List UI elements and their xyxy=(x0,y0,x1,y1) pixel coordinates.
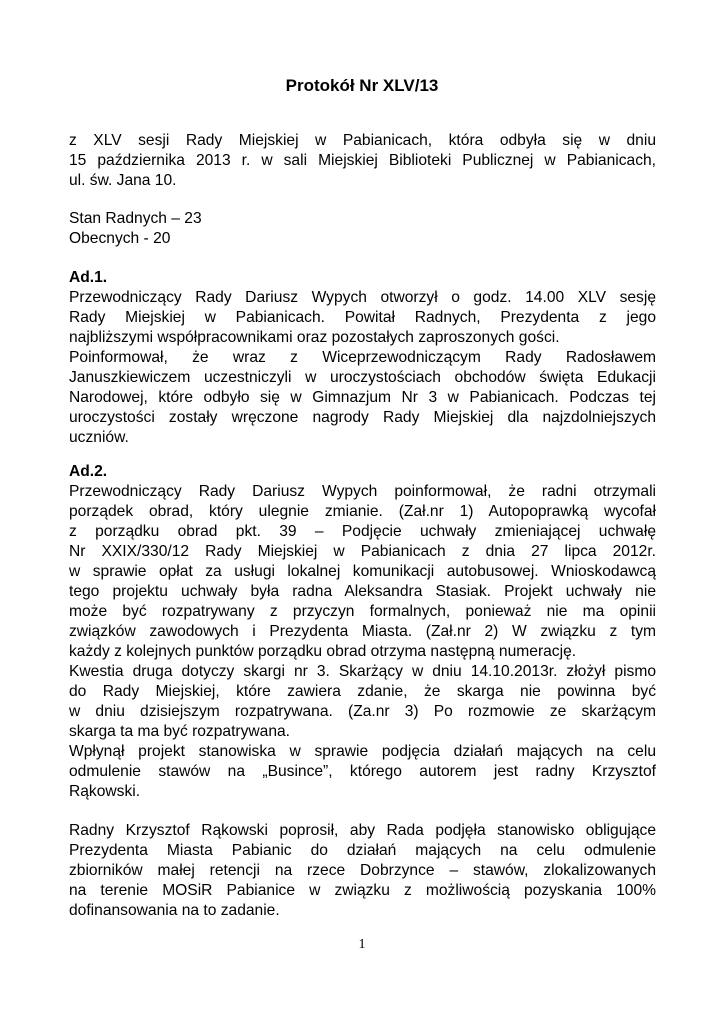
section-line: związków zawodowych i Prezydenta Miasta. (Zał.nr 2) W związku z tym xyxy=(69,623,656,640)
section-line: do Rady Miejskiej, które zawiera zdanie, że skarga nie powinna być xyxy=(69,683,656,700)
paragraph-line: Radny Krzysztof Rąkowski poprosił, aby Rada podjęła stanowisko obligujące xyxy=(69,822,656,839)
section-heading: Ad.2. xyxy=(69,463,108,480)
stat-line: Stan Radnych – 23 xyxy=(69,210,202,227)
document-title: Protokół Nr XLV/13 xyxy=(285,76,439,95)
section-line: Januszkiewiczem uczestniczyli w uroczystościach obchodów święta Edukacji xyxy=(69,369,656,386)
paragraph-line: zbiorników małej retencji na rzece Dobrzynce – stawów, zlokalizowanych xyxy=(69,862,656,879)
section-line: Rąkowski. xyxy=(69,783,141,800)
section-line: w sprawie opłat za usługi lokalnej komunikacji autobusowej. Wnioskodawcą xyxy=(69,563,656,580)
section-line: każdy z kolejnych punktów porządku obrad otrzyma następną numerację. xyxy=(69,643,577,660)
section-line: Przewodniczący Rady Dariusz Wypych poinformował, że radni otrzymali xyxy=(69,483,656,500)
section-line: z porządku obrad pkt. 39 – Podjęcie uchwały zmieniającej uchwałę xyxy=(69,523,656,540)
section-line: tego projektu uchwały była radna Aleksandra Stasiak. Projekt uchwały nie xyxy=(69,583,656,600)
page-number: 1 xyxy=(358,937,366,952)
section-line: uczniów. xyxy=(69,429,129,446)
intro-line: z XLV sesji Rady Miejskiej w Pabianicach, która odbyła się w dniu xyxy=(69,132,656,149)
section-line: Kwestia druga dotyczy skargi nr 3. Skarżący w dniu 14.10.2013r. złożył pismo xyxy=(69,663,656,680)
section-line: Nr XXIX/330/12 Rady Miejskiej w Pabianicach z dnia 27 lipca 2012r. xyxy=(69,543,656,560)
section-line: Poinformował, że wraz z Wiceprzewodniczącym Rady Radosławem xyxy=(69,349,656,366)
section-line: uroczystości zostały wręczone nagrody Rady Miejskiej dla najzdolniejszych xyxy=(69,409,656,426)
section-line: może być rozpatrywany z przyczyn formalnych, ponieważ nie ma opinii xyxy=(69,603,656,620)
intro-line: 15 października 2013 r. w sali Miejskiej Biblioteki Publicznej w Pabianicach, xyxy=(69,152,656,169)
section-heading: Ad.1. xyxy=(69,269,108,286)
section-line: Narodowej, które odbyło się w Gimnazjum Nr 3 w Pabianicach. Podczas tej xyxy=(69,389,656,406)
section-line: Przewodniczący Rady Dariusz Wypych otworzył o godz. 14.00 XLV sesję xyxy=(69,289,656,306)
section-line: porządek obrad, który ulegnie zmianie. (Zał.nr 1) Autopoprawką wycofał xyxy=(69,503,656,520)
paragraph-line: dofinansowania na to zadanie. xyxy=(69,902,280,919)
section-line: Wpłynął projekt stanowiska w sprawie podjęcia działań mających na celu xyxy=(69,743,656,760)
section-line: najbliższymi współpracownikami oraz pozostałych zaproszonych gości. xyxy=(69,329,560,346)
intro-line: ul. św. Jana 10. xyxy=(69,172,177,189)
section-line: odmulenie stawów na „Busince”, którego autorem jest radny Krzysztof xyxy=(69,763,656,780)
section-line: skarga ta ma być rozpatrywana. xyxy=(69,723,291,740)
paragraph-line: Prezydenta Miasta Pabianic do działań mających na celu odmulenie xyxy=(69,842,656,859)
section-line: Rady Miejskiej w Pabianicach. Powitał Radnych, Prezydenta z jego xyxy=(69,309,656,326)
section-line: w dniu dzisiejszym rozpatrywana. (Za.nr 3) Po rozmowie ze skarżącym xyxy=(69,703,656,720)
stat-line: Obecnych - 20 xyxy=(69,230,171,247)
paragraph-line: na terenie MOSiR Pabianice w związku z możliwością pozyskania 100% xyxy=(69,882,656,899)
